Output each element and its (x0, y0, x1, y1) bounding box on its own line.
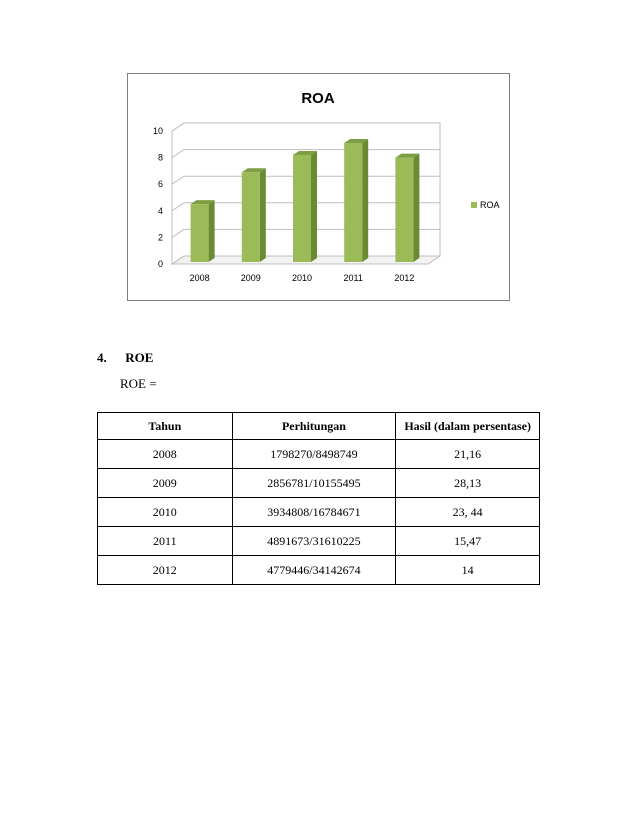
cell-perhitungan: 4779446/34142674 (232, 556, 396, 585)
cell-hasil: 28,13 (396, 469, 540, 498)
cell-tahun: 2010 (98, 498, 233, 527)
bar (191, 204, 209, 262)
bar-side (311, 151, 317, 262)
bar-side (413, 154, 419, 262)
bar (293, 155, 311, 262)
cell-perhitungan: 2856781/10155495 (232, 469, 396, 498)
cell-hasil: 23, 44 (396, 498, 540, 527)
legend-swatch (471, 202, 477, 208)
y-tick-label: 8 (157, 152, 163, 163)
cell-hasil: 21,16 (396, 440, 540, 469)
table-row (98, 556, 540, 585)
x-tick-label: 2008 (189, 273, 210, 283)
table-row (98, 469, 540, 498)
cell-tahun: 2012 (98, 556, 233, 585)
cell-hasil: 14 (396, 556, 540, 585)
bar-side (260, 168, 266, 262)
chart-title: ROA (301, 90, 335, 107)
roa-chart-svg (128, 74, 509, 300)
section-heading (97, 350, 153, 366)
column-header-tahun: Tahun (98, 413, 233, 440)
table-row (98, 440, 540, 469)
section-title: ROE (125, 350, 154, 365)
bar (344, 143, 362, 262)
column-header-perhitungan: Perhitungan (232, 413, 396, 440)
table-row (98, 498, 540, 527)
section-number: 4. (97, 350, 107, 365)
cell-tahun: 2009 (98, 469, 233, 498)
table-row (98, 527, 540, 556)
bar-side (209, 200, 215, 262)
y-tick-label: 2 (157, 232, 163, 243)
table-header-row (98, 413, 540, 440)
x-tick-label: 2009 (240, 273, 261, 283)
cell-perhitungan: 3934808/16784671 (232, 498, 396, 527)
cell-hasil: 15,47 (396, 527, 540, 556)
y-tick-label: 4 (157, 205, 163, 216)
x-tick-label: 2011 (343, 273, 363, 283)
y-tick-label: 10 (152, 126, 163, 136)
cell-perhitungan: 1798270/8498749 (232, 440, 396, 469)
y-tick-label: 6 (157, 179, 163, 190)
cell-tahun: 2008 (98, 440, 233, 469)
bar (395, 158, 413, 262)
x-tick-label: 2010 (291, 273, 313, 283)
y-tick-label: 0 (157, 259, 163, 269)
x-tick-label: 2012 (394, 273, 415, 283)
formula-label: ROE = (120, 376, 157, 391)
bar-side (362, 139, 368, 262)
cell-tahun: 2011 (98, 527, 233, 556)
bar (242, 172, 260, 262)
column-header-hasil: Hasil (dalam persentase) (396, 413, 540, 440)
legend-label: ROA (480, 200, 500, 210)
roa-chart (127, 73, 510, 301)
roe-table (97, 412, 540, 585)
cell-perhitungan: 4891673/31610225 (232, 527, 396, 556)
